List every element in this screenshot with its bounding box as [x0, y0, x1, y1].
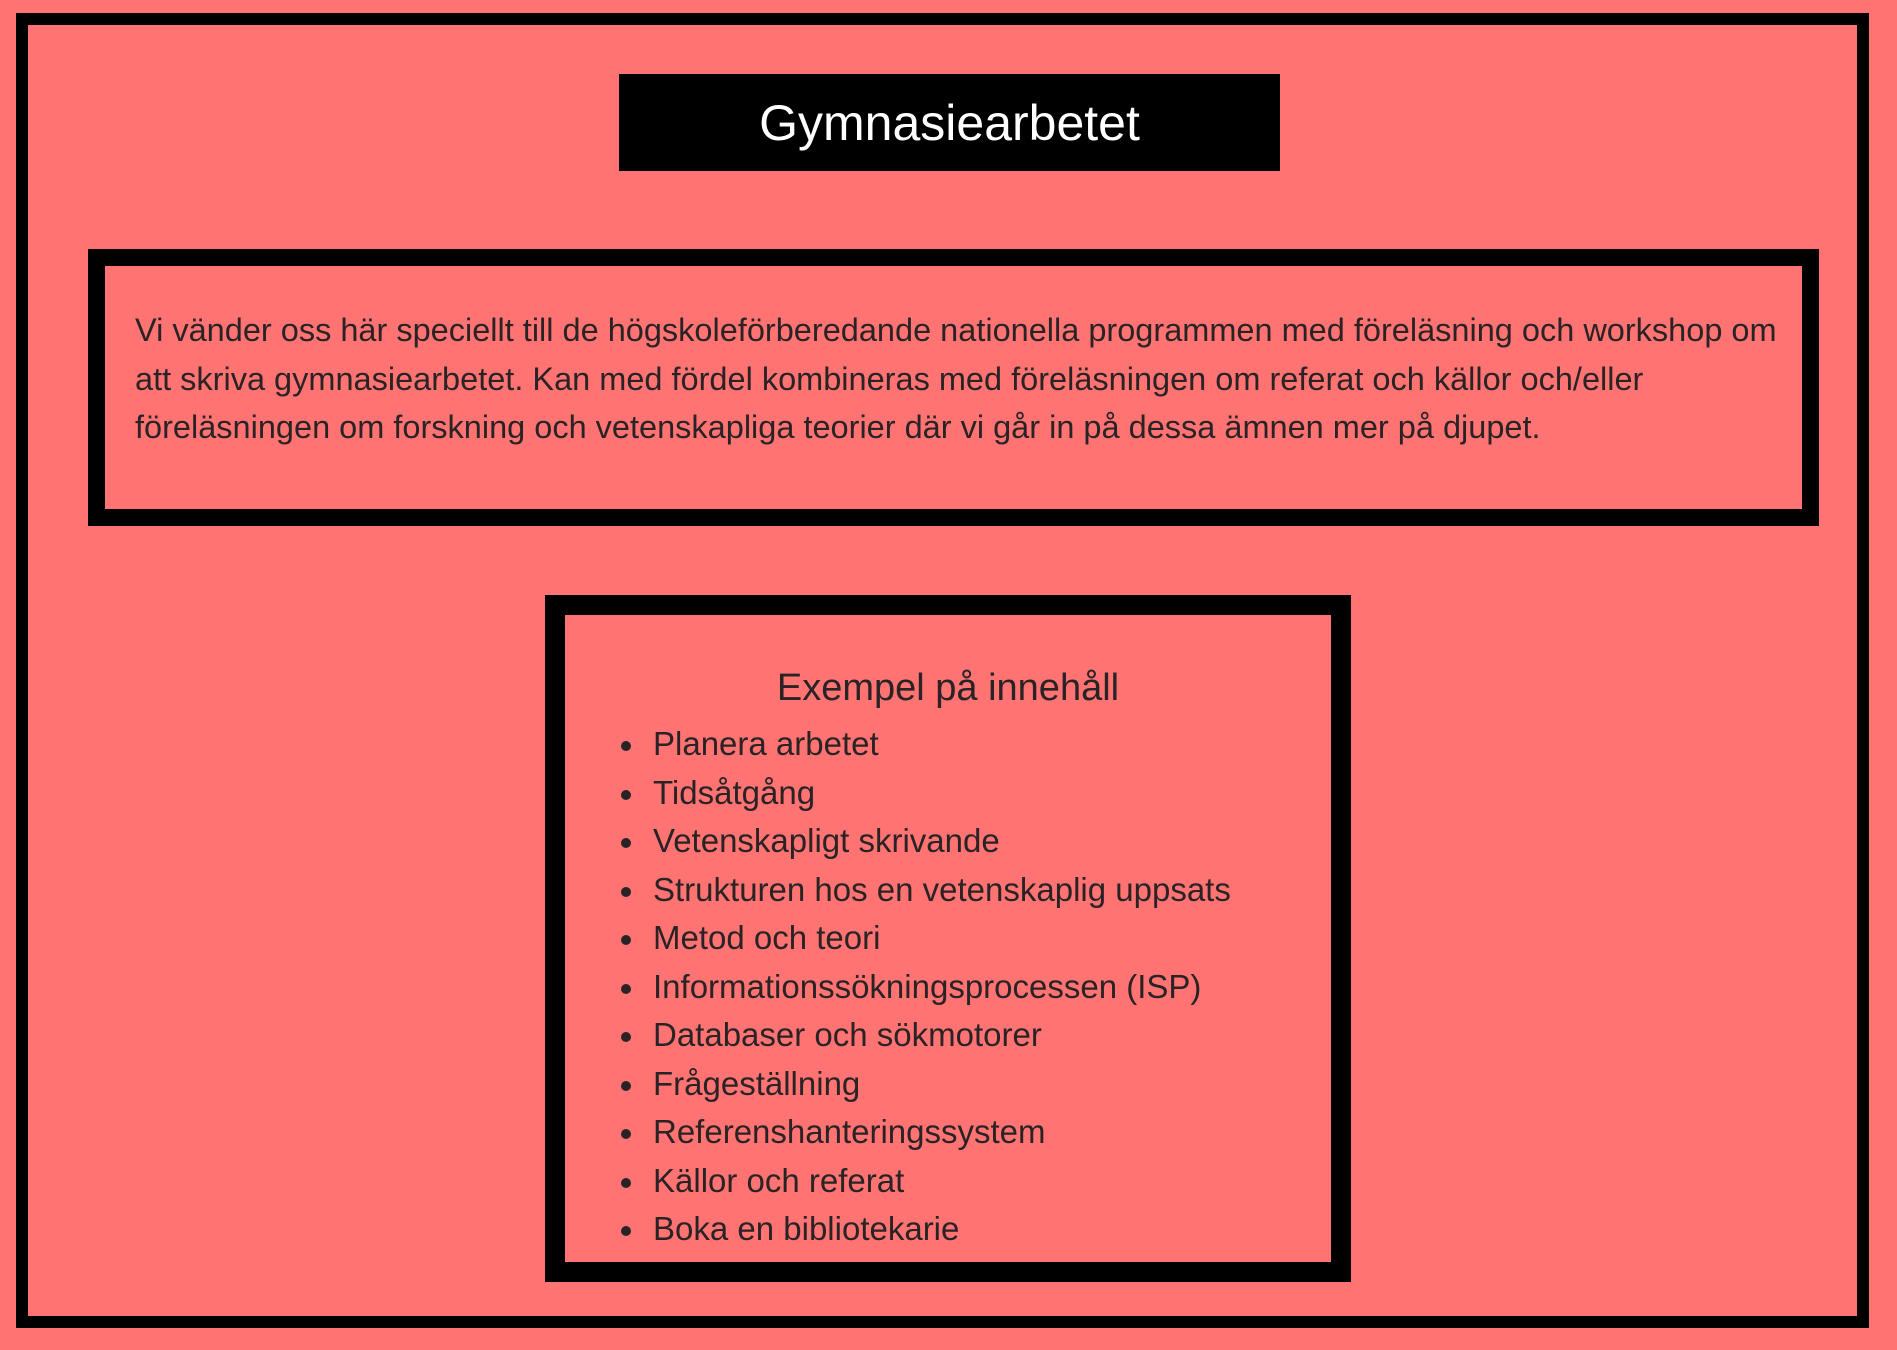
bullet-icon	[621, 935, 631, 945]
list-item-text: Metod och teori	[653, 919, 881, 956]
bullet-icon	[621, 1081, 631, 1091]
page-title: Gymnasiearbetet	[759, 94, 1140, 151]
list-item-text: Källor och referat	[653, 1161, 905, 1199]
content-heading: Exempel på innehåll	[776, 667, 1120, 709]
bullet-icon	[621, 1032, 631, 1042]
list-item	[621, 720, 1231, 769]
list-item-text: Tidsåtgång	[653, 773, 816, 811]
list-item	[621, 1205, 1231, 1254]
bullet-icon	[621, 1226, 631, 1236]
bullet-icon	[621, 741, 631, 751]
list-item-text: Databaser och sökmotorer	[653, 1016, 1042, 1053]
list-item-text: Informationssökningsprocessen (ISP)	[653, 967, 1202, 1005]
content-box	[545, 595, 1351, 1282]
list-item-text: Referenshanteringssystem	[653, 1113, 1046, 1150]
list-item-text: Frågeställning	[653, 1064, 861, 1102]
list-item	[621, 1011, 1231, 1060]
list-item	[621, 866, 1231, 915]
list-item-text: Boka en bibliotekarie	[653, 1210, 960, 1247]
bullet-icon	[621, 1129, 631, 1139]
list-item	[621, 817, 1231, 866]
list-item	[621, 963, 1231, 1012]
bullet-icon	[621, 984, 631, 994]
list-item-text: Vetenskapligt skrivande	[653, 822, 1000, 859]
list-item	[621, 914, 1231, 963]
list-item-text: Strukturen hos en vetenskaplig uppsats	[653, 870, 1231, 908]
content-list	[621, 720, 1231, 1254]
list-item-text: Planera arbetet	[653, 725, 879, 762]
list-item	[621, 1108, 1231, 1157]
bullet-icon	[621, 790, 631, 800]
intro-text: Vi vänder oss här speciellt till de högskoleförberedande nationella programmen med föreläsning och workshop om att skriva gymnasiearbetet. Kan med fördel kombineras med föreläsningen om referat och källor och/eller föreläsningen om forskning och vetenskapliga teorier där vi går in på dessa ämnen mer på djupet.	[135, 312, 1777, 445]
list-item	[621, 1060, 1231, 1109]
list-item	[621, 769, 1231, 818]
bullet-icon	[621, 838, 631, 848]
bullet-icon	[621, 887, 631, 897]
list-item	[621, 1157, 1231, 1206]
title-banner	[619, 74, 1280, 171]
bullet-icon	[621, 1178, 631, 1188]
intro-box	[88, 249, 1819, 526]
